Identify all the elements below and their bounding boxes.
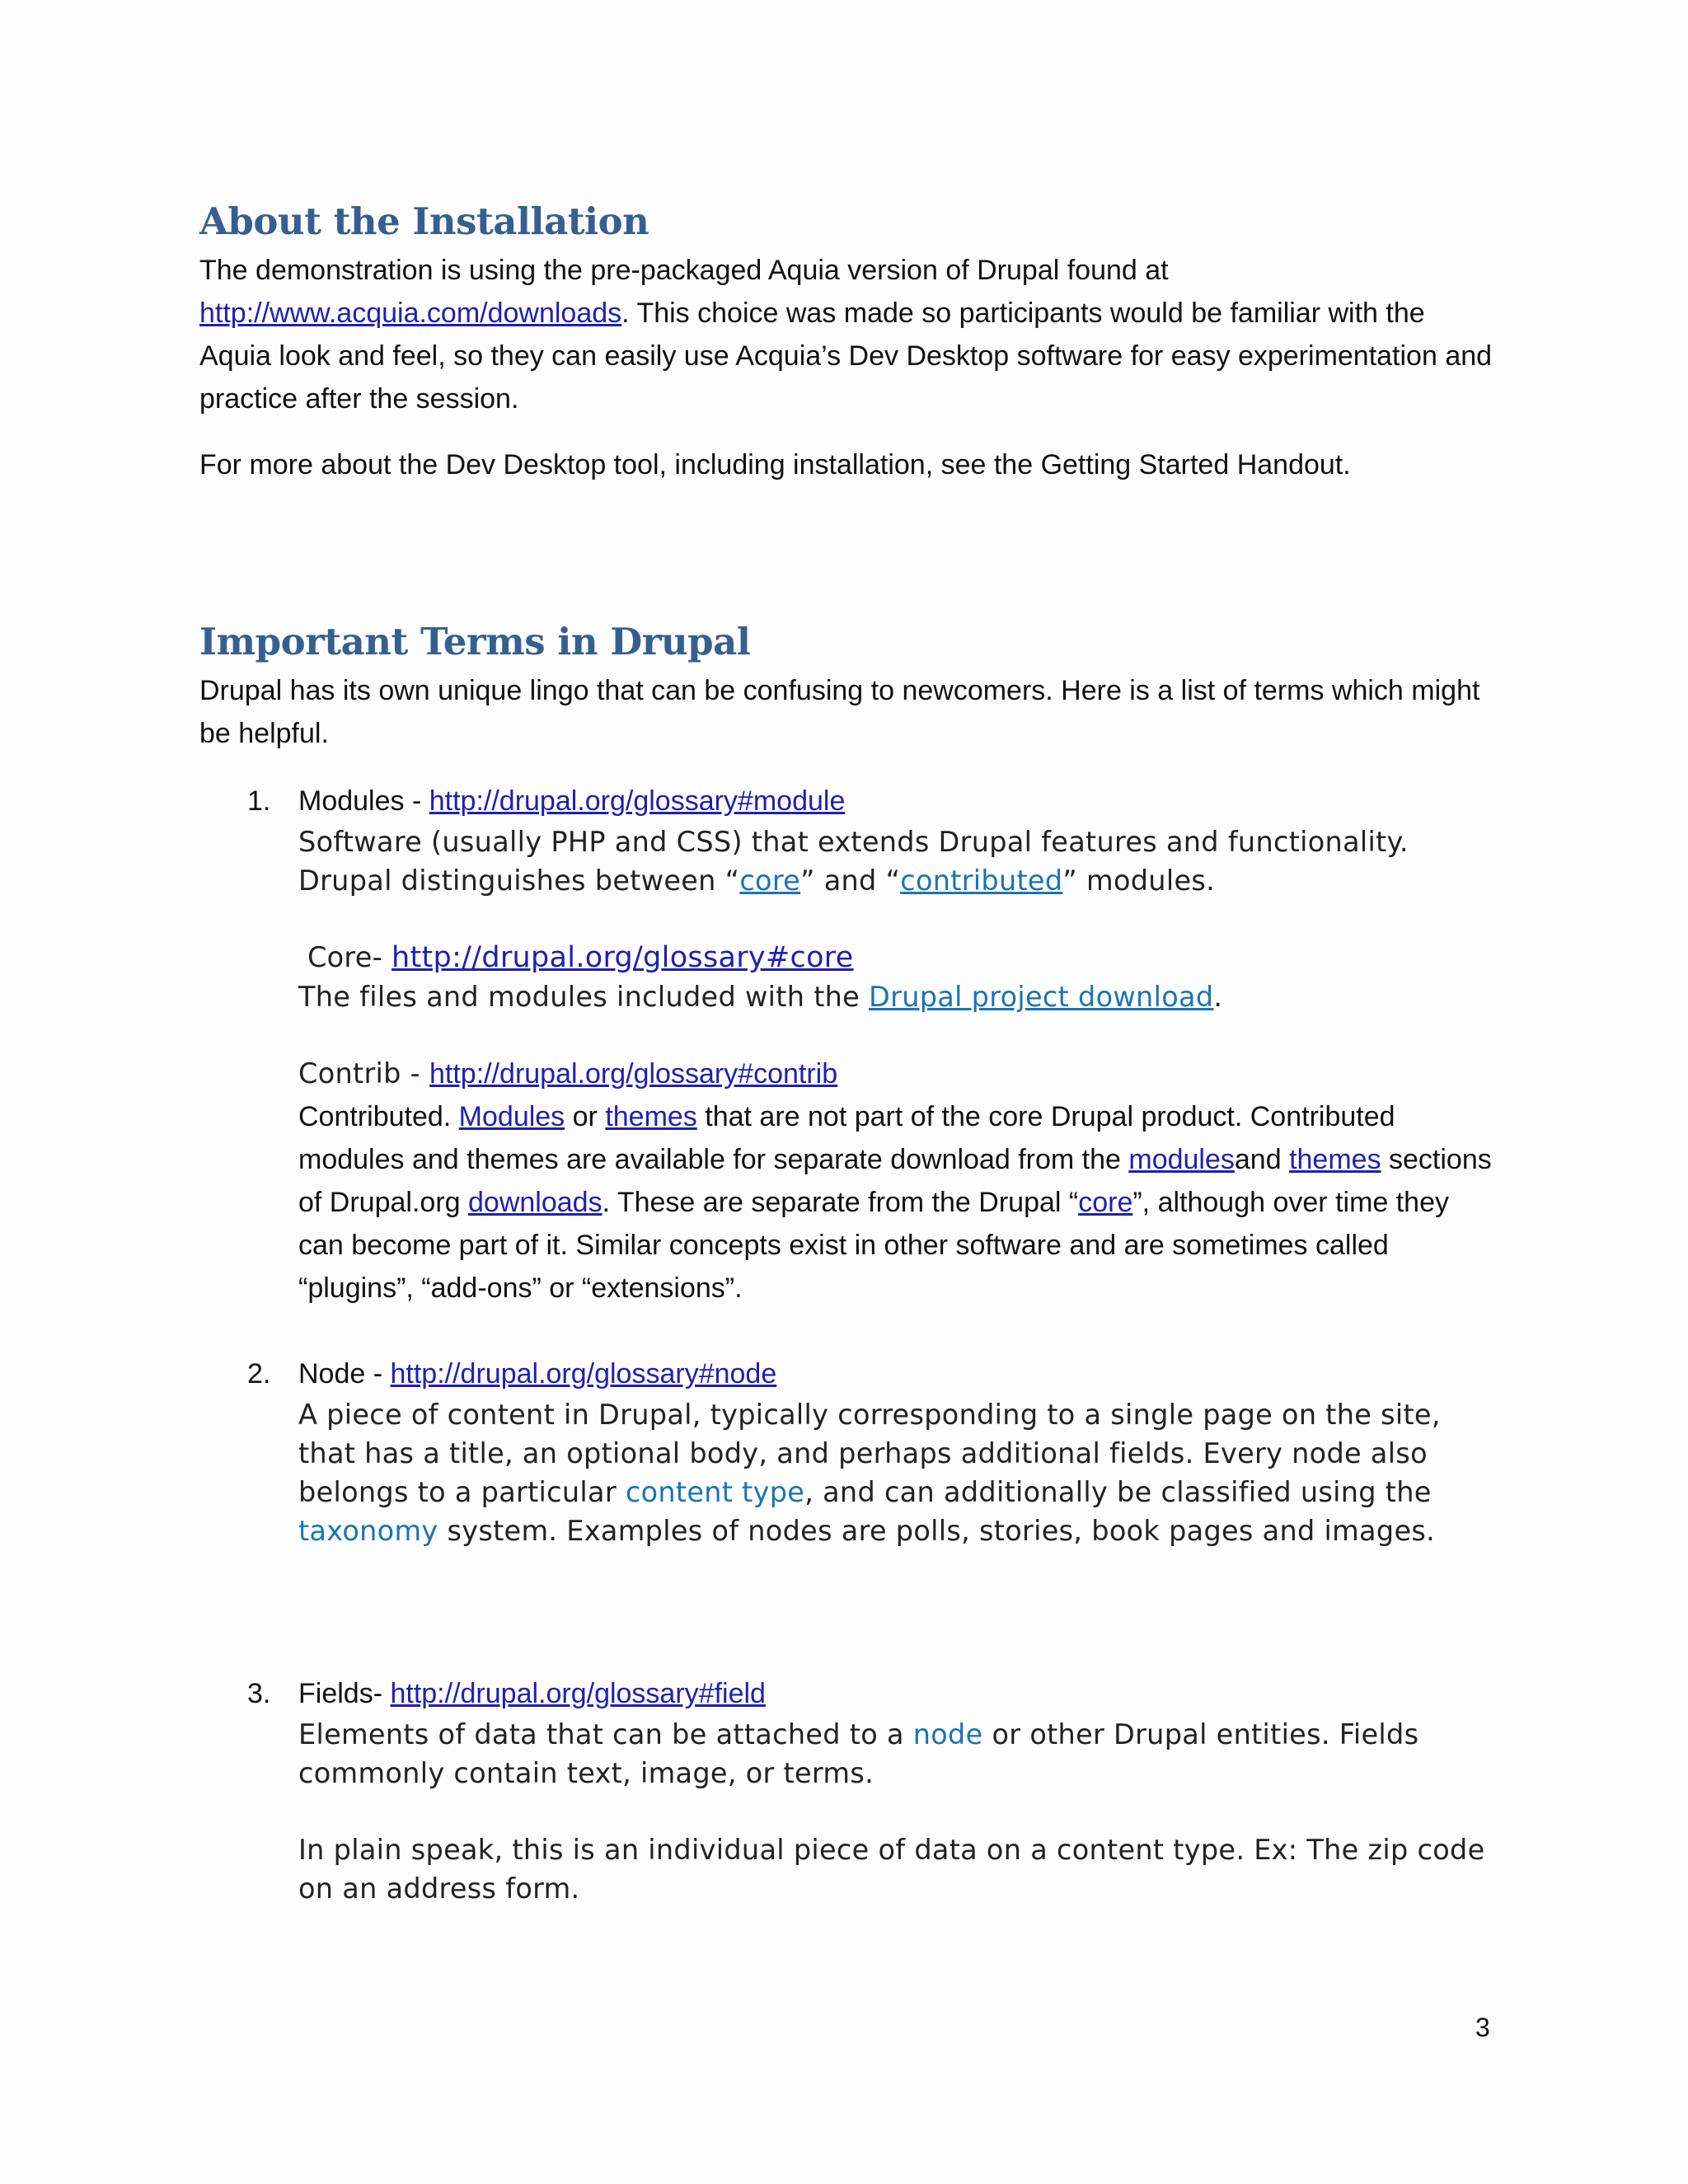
modules-desc-line1: Software (usually PHP and CSS) that extends Drupal features and functionality.	[298, 826, 1409, 858]
modules-desc-text: ” and “	[800, 865, 901, 897]
fields-desc-text: Elements of data that can be attached to a	[298, 1718, 913, 1750]
downloads-link[interactable]: downloads	[468, 1187, 603, 1218]
list-number: 3.	[247, 1678, 271, 1709]
modules-section-link[interactable]: modules	[1128, 1144, 1235, 1175]
contrib-text: . These are separate from the Drupal “	[602, 1187, 1079, 1218]
contrib-text: sections of Drupal.org	[298, 1144, 1492, 1218]
contributed-link[interactable]: contributed	[900, 865, 1063, 897]
contrib-text: Contributed.	[298, 1101, 459, 1132]
contrib-text: or	[565, 1101, 606, 1132]
themes-section-link[interactable]: themes	[1289, 1144, 1381, 1175]
core-link[interactable]: core	[739, 865, 801, 897]
glossary-contrib-link[interactable]: http://drupal.org/glossary#contrib	[429, 1058, 838, 1090]
list-item	[199, 780, 1502, 1310]
list-number: 1.	[247, 785, 271, 817]
contrib-core-link[interactable]: core	[1078, 1187, 1133, 1218]
node-description	[298, 1395, 1502, 1550]
term-heading-modules	[298, 780, 1502, 823]
contrib-text: that are not part of the core Drupal product. Contributed modules and themes are available for separate download from the	[298, 1101, 1395, 1175]
term-label: Fields-	[298, 1678, 391, 1709]
themes-link[interactable]: themes	[605, 1101, 697, 1132]
contrib-heading	[298, 1054, 1502, 1094]
node-desc-text: system. Examples of nodes are polls, stories, book pages and images.	[438, 1515, 1436, 1547]
installation-text: The demonstration is using the pre-packaged Aquia version of Drupal found at	[199, 255, 1169, 286]
term-label: Modules -	[298, 785, 429, 817]
terms-intro: Drupal has its own unique lingo that can be confusing to newcomers. Here is a list of terms which might be helpful.	[199, 675, 1480, 749]
core-desc-text: .	[1213, 981, 1223, 1013]
dev-desktop-paragraph: For more about the Dev Desktop tool, including installation, see the Getting Started Handout.	[199, 449, 1351, 480]
taxonomy-term[interactable]: taxonomy	[298, 1515, 438, 1547]
modules-desc-text: Drupal distinguishes between “	[298, 865, 740, 897]
modules-link[interactable]: Modules	[458, 1101, 565, 1132]
section-heading-installation: About the Installation	[199, 199, 649, 243]
core-label: Core-	[298, 941, 392, 973]
node-term[interactable]: node	[912, 1718, 983, 1750]
page-content	[199, 196, 1502, 1908]
glossary-node-link[interactable]: http://drupal.org/glossary#node	[390, 1358, 777, 1390]
term-heading-node	[298, 1352, 1502, 1395]
contrib-text: and	[1234, 1144, 1290, 1175]
term-heading-fields	[298, 1672, 1502, 1715]
list-item	[199, 1352, 1502, 1550]
term-label: Node -	[298, 1358, 391, 1390]
page-number: 3	[1475, 2013, 1490, 2042]
content-type-term[interactable]: content type	[625, 1476, 805, 1508]
node-desc-text: , and can additionally be classified using the	[804, 1476, 1432, 1508]
installation-text-cont: . This choice was made so participants would be familiar with the Aquia look and feel, so they can easily use Acquia’s Dev Desktop software for easy experimentation and practice after the session.	[199, 298, 1493, 415]
contrib-text: ”, although over time they can become part of it. Similar concepts exist in other software and are sometimes called “plugins”, “add-ons” or “extensions”.	[298, 1187, 1450, 1304]
contrib-label: Contrib -	[298, 1057, 429, 1090]
list-item	[199, 1672, 1502, 1908]
fields-description	[298, 1715, 1502, 1793]
core-subterm	[298, 938, 1502, 1016]
fields-plain-speak: In plain speak, this is an individual piece of data on a content type. Ex: The zip code on an address form.	[298, 1834, 1485, 1905]
glossary-field-link[interactable]: http://drupal.org/glossary#field	[390, 1678, 766, 1709]
modules-desc-text: ” modules.	[1062, 865, 1216, 897]
glossary-core-link[interactable]: http://drupal.org/glossary#core	[392, 941, 854, 974]
installation-paragraph	[199, 249, 1502, 420]
drupal-project-download-link[interactable]: Drupal project download	[869, 981, 1214, 1013]
core-desc-text: The files and modules included with the	[298, 981, 870, 1013]
node-desc-text: A piece of content in Drupal, typically corresponding to a single page on the site, that has a title, an optional body, and perhaps additional fields. Every node also belongs to a particular	[298, 1399, 1441, 1508]
contrib-subterm	[298, 1054, 1502, 1310]
section-heading-terms: Important Terms in Drupal	[199, 620, 751, 663]
acquia-downloads-link[interactable]: http://www.acquia.com/downloads	[199, 298, 622, 329]
contrib-description	[298, 1095, 1502, 1310]
list-number: 2.	[247, 1358, 271, 1390]
fields-desc-text: or other Drupal entities. Fields commonly contain text, image, or terms.	[298, 1718, 1419, 1789]
modules-description	[298, 823, 1502, 900]
glossary-module-link[interactable]: http://drupal.org/glossary#module	[429, 785, 846, 817]
terms-list	[199, 780, 1502, 1908]
